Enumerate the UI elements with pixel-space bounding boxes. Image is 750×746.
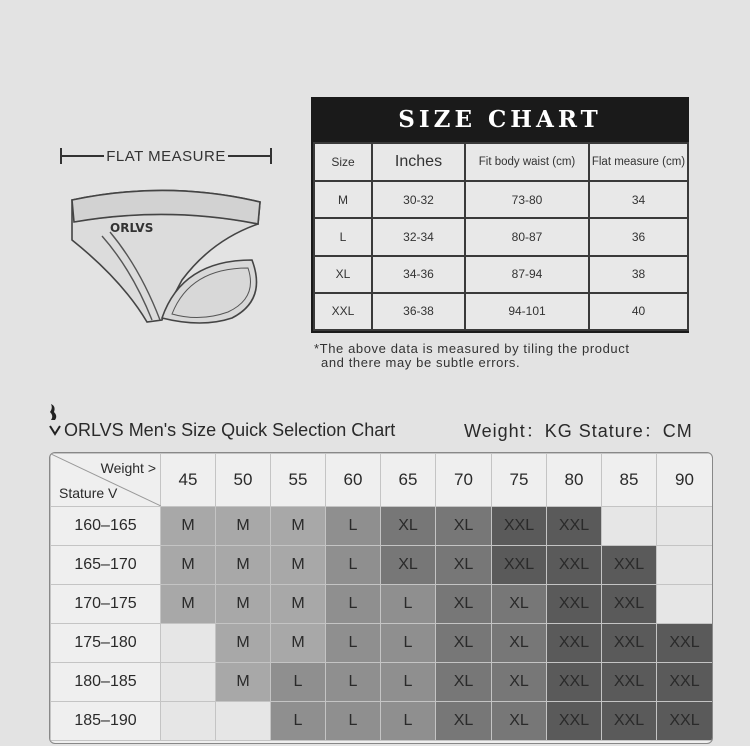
size-cell <box>216 702 271 741</box>
stature-row <box>51 546 713 585</box>
weight-header: 60 <box>326 454 381 507</box>
size-cell: M <box>271 624 326 663</box>
size-row <box>314 293 688 330</box>
size-cell: XXL <box>657 663 713 702</box>
size-cell: M <box>161 507 216 546</box>
size-cell: L <box>326 546 381 585</box>
quick-chart-table-wrapper <box>49 452 713 744</box>
size-cell <box>161 663 216 702</box>
dimension-line-left <box>62 155 104 157</box>
size-chart-header-row <box>314 143 688 181</box>
size-cell <box>161 702 216 741</box>
size-cell: XL <box>381 546 436 585</box>
brand-logo-icon <box>48 402 62 436</box>
cell-size: M <box>314 181 372 218</box>
size-cell: XXL <box>602 663 657 702</box>
size-cell: XXL <box>547 663 602 702</box>
cell-waist: 80-87 <box>465 218 589 255</box>
footnote-line-2: and there may be subtle errors. <box>321 355 521 370</box>
size-cell: L <box>326 624 381 663</box>
size-cell: L <box>381 585 436 624</box>
size-cell: M <box>161 546 216 585</box>
stature-label: 160–165 <box>51 507 161 546</box>
size-cell: XXL <box>602 624 657 663</box>
size-cell: XXL <box>657 702 713 741</box>
size-cell <box>657 546 713 585</box>
cell-size: XL <box>314 256 372 293</box>
flat-measure-dimension <box>60 146 272 166</box>
cell-flat: 36 <box>589 218 688 255</box>
stature-label: 175–180 <box>51 624 161 663</box>
corner-weight-label: Weight > <box>100 460 156 476</box>
size-cell: XXL <box>547 546 602 585</box>
size-cell: XL <box>492 624 547 663</box>
size-cell: L <box>381 624 436 663</box>
quick-chart-units: Weight：KG Stature：CM <box>464 421 693 441</box>
size-cell: XL <box>492 702 547 741</box>
size-cell: XXL <box>547 507 602 546</box>
size-cell: XXL <box>492 507 547 546</box>
size-cell: XL <box>436 546 492 585</box>
flat-measure-label: FLAT MEASURE <box>106 147 226 165</box>
stature-label: 185–190 <box>51 702 161 741</box>
measurement-footnote <box>314 342 714 370</box>
size-cell <box>602 507 657 546</box>
stature-label: 170–175 <box>51 585 161 624</box>
size-cell: L <box>271 663 326 702</box>
cell-flat: 34 <box>589 181 688 218</box>
cell-size: XXL <box>314 293 372 330</box>
cell-flat: 40 <box>589 293 688 330</box>
footnote-line-1: *The above data is measured by tiling the product <box>314 341 630 356</box>
size-cell: XL <box>436 663 492 702</box>
corner-cell <box>51 454 161 507</box>
weight-header: 50 <box>216 454 271 507</box>
weight-header: 70 <box>436 454 492 507</box>
size-row <box>314 218 688 255</box>
size-row <box>314 256 688 293</box>
size-chart-title: SIZE CHART <box>398 106 602 133</box>
brief-brand-label: ORLVS <box>110 221 154 235</box>
size-cell: XL <box>381 507 436 546</box>
size-cell: M <box>271 585 326 624</box>
size-cell: XL <box>436 702 492 741</box>
size-cell: L <box>326 507 381 546</box>
cell-waist: 73-80 <box>465 181 589 218</box>
brief-illustration <box>62 180 272 330</box>
size-cell: XXL <box>602 585 657 624</box>
size-chart <box>311 97 689 333</box>
header-fit-body-waist: Fit body waist (cm) <box>465 143 589 181</box>
header-size: Size <box>314 143 372 181</box>
cell-waist: 94-101 <box>465 293 589 330</box>
weight-header: 65 <box>381 454 436 507</box>
size-cell: M <box>216 546 271 585</box>
size-cell: XXL <box>602 546 657 585</box>
size-cell: M <box>271 546 326 585</box>
size-cell: M <box>161 585 216 624</box>
cell-inches: 36-38 <box>372 293 465 330</box>
size-cell: M <box>271 507 326 546</box>
size-chart-table <box>313 142 689 331</box>
stature-label: 165–170 <box>51 546 161 585</box>
size-cell: XL <box>436 585 492 624</box>
dimension-line-right <box>228 155 270 157</box>
weight-header: 45 <box>161 454 216 507</box>
header-flat-measure: Flat measure (cm) <box>589 143 688 181</box>
size-cell: L <box>271 702 326 741</box>
weight-header: 75 <box>492 454 547 507</box>
size-cell: XL <box>436 624 492 663</box>
size-cell: XXL <box>547 702 602 741</box>
size-cell: XXL <box>657 624 713 663</box>
weight-header: 55 <box>271 454 326 507</box>
cell-inches: 30-32 <box>372 181 465 218</box>
stature-row <box>51 663 713 702</box>
size-cell: M <box>216 585 271 624</box>
size-cell: L <box>326 663 381 702</box>
dimension-cap-right <box>270 148 272 164</box>
cell-flat: 38 <box>589 256 688 293</box>
size-cell: XL <box>436 507 492 546</box>
size-cell: M <box>216 624 271 663</box>
header-inches: Inches <box>372 143 465 181</box>
size-cell: M <box>216 663 271 702</box>
size-cell: L <box>381 702 436 741</box>
cell-inches: 32-34 <box>372 218 465 255</box>
size-cell: M <box>216 507 271 546</box>
cell-waist: 87-94 <box>465 256 589 293</box>
size-cell: XXL <box>492 546 547 585</box>
weight-header: 80 <box>547 454 602 507</box>
quick-chart-table <box>50 453 713 741</box>
stature-row <box>51 702 713 741</box>
stature-row <box>51 507 713 546</box>
cell-size: L <box>314 218 372 255</box>
size-cell: XL <box>492 663 547 702</box>
size-row <box>314 181 688 218</box>
size-cell: L <box>381 663 436 702</box>
size-cell: XXL <box>547 585 602 624</box>
corner-stature-label: Stature V <box>59 485 118 501</box>
stature-row <box>51 585 713 624</box>
cell-inches: 34-36 <box>372 256 465 293</box>
stature-label: 180–185 <box>51 663 161 702</box>
weight-header: 90 <box>657 454 713 507</box>
size-cell <box>657 507 713 546</box>
size-cell: XXL <box>547 624 602 663</box>
size-cell: L <box>326 702 381 741</box>
quick-chart-title: ORLVS Men's Size Quick Selection Chart <box>64 420 396 440</box>
size-cell: XXL <box>602 702 657 741</box>
size-cell <box>161 624 216 663</box>
size-cell: L <box>326 585 381 624</box>
quick-chart-header-row <box>51 454 713 507</box>
size-cell <box>657 585 713 624</box>
stature-row <box>51 624 713 663</box>
weight-header: 85 <box>602 454 657 507</box>
size-cell: XL <box>492 585 547 624</box>
